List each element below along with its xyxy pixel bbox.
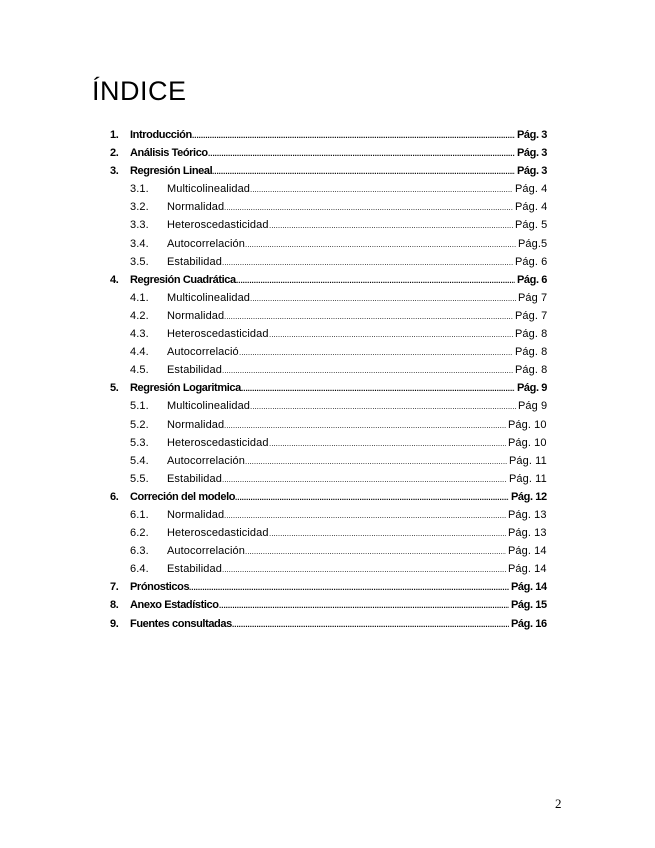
toc-entry[interactable] — [0, 379, 655, 397]
toc-dot-leader — [222, 470, 507, 488]
toc-entry[interactable] — [0, 397, 655, 415]
toc-entry-page: Pág. 13 — [506, 506, 547, 524]
toc-entry-title: Autocorrelación — [167, 542, 245, 560]
toc-entry-title: Regresión Logaritmica — [130, 379, 241, 397]
toc-entry-title: Anexo Estadístico — [130, 596, 219, 614]
toc-dot-leader — [245, 452, 507, 470]
toc-dot-leader — [224, 198, 513, 216]
toc-entry-title: Normalidad — [167, 416, 224, 434]
toc-entry-title: Introducción — [130, 126, 192, 144]
toc-entry-number: 5.4. — [130, 454, 149, 467]
toc-dot-leader — [222, 253, 513, 271]
toc-entry-title: Regresión Cuadrática — [130, 271, 236, 289]
toc-entry-page: Pág. 5 — [513, 216, 547, 234]
toc-entry-title: Normalidad — [167, 506, 224, 524]
toc-entry-page: Pág. 4 — [513, 180, 547, 198]
toc-entry-number: 5.5. — [130, 472, 149, 485]
toc-dot-leader — [189, 578, 509, 596]
toc-entry-title: Estabilidad — [167, 361, 222, 379]
toc-dot-leader — [224, 307, 513, 325]
toc-entry-page: Pág. 7 — [513, 307, 547, 325]
toc-entry-title: Heteroscedasticidad — [167, 216, 269, 234]
toc-entry-title: Normalidad — [167, 198, 224, 216]
toc-entry[interactable] — [0, 361, 655, 379]
toc-entry-title: Análisis Teórico — [130, 144, 208, 162]
toc-entry-number: 1. — [110, 129, 119, 141]
toc-entry[interactable] — [0, 235, 655, 253]
toc-dot-leader — [245, 542, 506, 560]
toc-entry-number: 2. — [110, 147, 119, 160]
toc-entry-title: Heteroscedasticidad — [167, 325, 269, 343]
toc-entry[interactable] — [0, 289, 655, 307]
toc-dot-leader — [239, 343, 513, 361]
toc-entry-page: Pág. 10 — [506, 434, 547, 452]
toc-entry-page: Pág.5 — [516, 235, 547, 253]
toc-entry-title: Autocorrelació — [167, 343, 239, 361]
toc-entry-title: Autocorrelación — [167, 452, 245, 470]
toc-entry[interactable] — [0, 596, 655, 614]
toc-dot-leader — [224, 416, 506, 434]
toc-entry-number: 5.1. — [130, 400, 149, 413]
toc-entry-number: 5.3. — [130, 436, 149, 449]
toc-dot-leader — [269, 216, 513, 234]
toc-dot-leader — [232, 615, 509, 633]
toc-entry[interactable] — [0, 524, 655, 542]
toc-entry-page: Pág 7 — [516, 289, 547, 307]
toc-entry-number: 4.2. — [130, 309, 149, 322]
toc-entry[interactable] — [0, 216, 655, 234]
toc-entry-number: 4. — [110, 273, 119, 286]
toc-entry-page: Pág. 6 — [513, 253, 547, 271]
toc-entry-page: Pág. 14 — [506, 542, 547, 560]
toc-entry[interactable] — [0, 560, 655, 578]
toc-entry-page: Pág. 8 — [513, 343, 547, 361]
toc-entry-number: 3.2. — [130, 201, 149, 214]
toc-entry-title: Autocorrelación — [167, 235, 245, 253]
toc-entry-number: 4.4. — [130, 346, 149, 359]
toc-entry-page: Pág. 11 — [507, 452, 547, 470]
toc-entry[interactable] — [0, 307, 655, 325]
toc-entry-page: Pág. 12 — [509, 488, 547, 506]
toc-entry-title: Estabilidad — [167, 560, 222, 578]
toc-entry[interactable] — [0, 253, 655, 271]
toc-dot-leader — [250, 180, 513, 198]
toc-entry[interactable] — [0, 488, 655, 506]
toc-entry[interactable] — [0, 198, 655, 216]
toc-entry-title: Fuentes consultadas — [130, 615, 232, 633]
toc-entry-page: Pág. 8 — [513, 361, 547, 379]
toc-entry-number: 7. — [110, 581, 119, 594]
toc-entry-page: Pág. 3 — [515, 162, 547, 180]
toc-entry-title: Multicolinealidad — [167, 180, 250, 198]
toc-dot-leader — [269, 325, 513, 343]
toc-entry-number: 6.4. — [130, 563, 149, 576]
toc-entry-number: 4.5. — [130, 364, 149, 377]
toc-entry[interactable] — [0, 615, 655, 633]
toc-dot-leader — [219, 596, 509, 614]
toc-entry-title: Prónosticos — [130, 578, 189, 596]
page-number: 2 — [555, 796, 562, 811]
toc-entry-number: 8. — [110, 599, 119, 612]
toc-entry-number: 3.5. — [130, 255, 149, 268]
toc-entry-page: Pág. 6 — [515, 271, 547, 289]
toc-entry-page: Pág. 13 — [506, 524, 547, 542]
toc-dot-leader — [236, 271, 515, 289]
toc-dot-leader — [224, 506, 506, 524]
toc-entry[interactable] — [0, 452, 655, 470]
toc-entry-page: Pág. 15 — [509, 596, 547, 614]
toc-entry-page: Pág 9 — [516, 397, 547, 415]
toc-entry-number: 5.2. — [130, 418, 149, 431]
toc-entry-number: 3.1. — [130, 183, 149, 196]
table-of-contents — [0, 126, 655, 633]
toc-entry-number: 9. — [110, 617, 119, 630]
toc-entry-title: Regresión Lineal — [130, 162, 212, 180]
toc-entry[interactable] — [0, 126, 655, 144]
toc-dot-leader — [192, 126, 515, 144]
toc-entry[interactable] — [0, 162, 655, 180]
toc-entry-number: 6.1. — [130, 508, 149, 521]
toc-entry[interactable] — [0, 470, 655, 488]
toc-entry[interactable] — [0, 416, 655, 434]
toc-entry-title: Heteroscedasticidad — [167, 434, 269, 452]
toc-entry-page: Pág. 14 — [509, 578, 547, 596]
toc-entry-number: 4.1. — [130, 291, 149, 304]
toc-entry-page: Pág. 8 — [513, 325, 547, 343]
toc-entry[interactable] — [0, 506, 655, 524]
toc-entry-title: Estabilidad — [167, 253, 222, 271]
toc-entry-page: Pág. 9 — [515, 379, 547, 397]
toc-entry-page: Pág. 3 — [515, 144, 547, 162]
toc-entry-title: Multicolinealidad — [167, 289, 250, 307]
toc-entry-title: Correción del modelo — [130, 488, 235, 506]
toc-entry-page: Pág. 14 — [506, 560, 547, 578]
toc-dot-leader — [269, 524, 506, 542]
toc-entry-page: Pág. 10 — [506, 416, 547, 434]
toc-entry-number: 6.3. — [130, 545, 149, 558]
toc-entry-page: Pág. 4 — [513, 198, 547, 216]
toc-dot-leader — [222, 361, 513, 379]
toc-dot-leader — [208, 144, 515, 162]
toc-dot-leader — [269, 434, 506, 452]
page-title: ÍNDICE — [92, 76, 187, 106]
toc-entry-number: 5. — [110, 382, 119, 395]
toc-entry[interactable] — [0, 144, 655, 162]
toc-entry-number: 3. — [110, 165, 119, 178]
toc-entry-number: 6. — [110, 490, 119, 503]
toc-entry-page: Pág. 3 — [515, 126, 547, 144]
toc-dot-leader — [245, 235, 516, 253]
toc-entry[interactable] — [0, 578, 655, 596]
toc-entry-title: Heteroscedasticidad — [167, 524, 269, 542]
toc-dot-leader — [212, 162, 515, 180]
toc-entry[interactable] — [0, 343, 655, 361]
toc-dot-leader — [250, 289, 516, 307]
toc-entry[interactable] — [0, 542, 655, 560]
toc-entry-number: 6.2. — [130, 527, 149, 540]
toc-entry[interactable] — [0, 271, 655, 289]
toc-entry-number: 4.3. — [130, 328, 149, 341]
toc-entry[interactable] — [0, 434, 655, 452]
toc-dot-leader — [235, 488, 509, 506]
toc-dot-leader — [250, 397, 516, 415]
toc-entry-number: 3.4. — [130, 237, 149, 250]
toc-entry-title: Normalidad — [167, 307, 224, 325]
toc-entry-number: 3.3. — [130, 219, 149, 232]
toc-entry-page: Pág. 16 — [509, 615, 547, 633]
toc-entry[interactable] — [0, 180, 655, 198]
toc-entry-title: Multicolinealidad — [167, 397, 250, 415]
toc-dot-leader — [241, 379, 515, 397]
toc-entry-page: Pág. 11 — [507, 470, 547, 488]
toc-entry-title: Estabilidad — [167, 470, 222, 488]
toc-entry[interactable] — [0, 325, 655, 343]
toc-dot-leader — [222, 560, 506, 578]
